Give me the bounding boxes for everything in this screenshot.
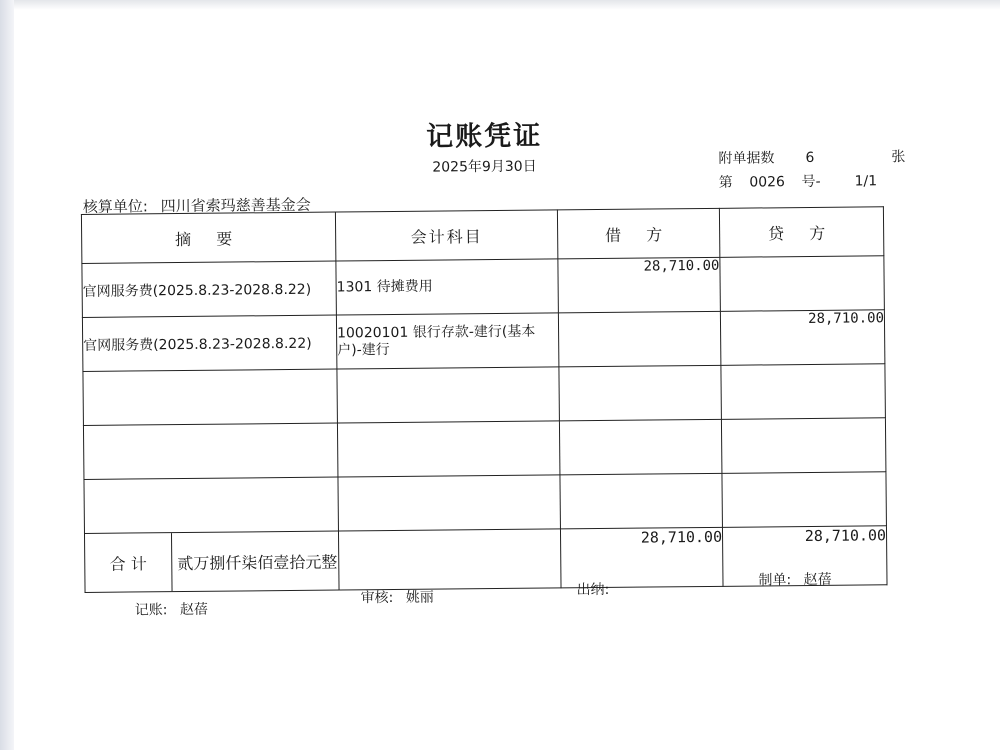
table-row bbox=[83, 418, 885, 480]
voucher-date: 2025年9月30日 bbox=[432, 158, 537, 176]
voucher-sheet bbox=[78, 110, 906, 619]
voucher-page: 1/1 bbox=[854, 173, 878, 190]
cashier-signature bbox=[576, 579, 617, 599]
voucher-number: 0026 bbox=[749, 174, 785, 191]
reviewer-label: 审核: bbox=[360, 589, 394, 607]
row-credit bbox=[720, 256, 885, 312]
row-account: 1301 待摊费用 bbox=[336, 259, 559, 315]
row-account bbox=[337, 421, 560, 477]
row-credit bbox=[722, 472, 887, 528]
row-debit bbox=[559, 365, 722, 421]
accounting-unit-name: 四川省索玛慈善基金会 bbox=[160, 195, 311, 216]
bookkeeper-name: 赵蓓 bbox=[179, 601, 208, 619]
table-row bbox=[84, 472, 886, 534]
total-account-blank bbox=[338, 529, 561, 590]
row-account bbox=[337, 367, 560, 423]
voucher-number-prefix: 第 bbox=[718, 174, 733, 191]
row-debit bbox=[558, 311, 721, 367]
voucher-title: 记账凭证 bbox=[426, 120, 543, 153]
row-account: 10020101 银行存款-建行(基本户)-建行 bbox=[336, 313, 559, 369]
row-summary bbox=[83, 369, 338, 425]
row-credit bbox=[721, 364, 886, 420]
bookkeeper-label: 记账: bbox=[134, 602, 168, 619]
reviewer-name: 姚丽 bbox=[405, 589, 434, 606]
row-summary bbox=[84, 477, 339, 533]
cashier-label: 出纳: bbox=[576, 581, 610, 599]
header-credit: 贷 方 bbox=[719, 207, 883, 258]
bookkeeper-signature bbox=[135, 599, 208, 620]
attachment-count-row bbox=[718, 146, 905, 168]
preparer-label: 制单: bbox=[758, 572, 792, 589]
header-summary: 摘 要 bbox=[81, 212, 335, 263]
row-summary bbox=[83, 423, 338, 479]
attachment-count: 6 bbox=[805, 149, 815, 167]
reviewer-signature bbox=[361, 587, 434, 608]
row-debit bbox=[559, 419, 722, 475]
total-credit: 28,710.00 bbox=[722, 526, 887, 587]
row-credit: 28,710.00 bbox=[720, 310, 885, 366]
paper-edge-left bbox=[0, 0, 14, 750]
table-row bbox=[83, 364, 885, 426]
preparer-name: 赵蓓 bbox=[803, 571, 832, 589]
voucher-number-row bbox=[719, 170, 878, 192]
table-header-row bbox=[81, 207, 883, 264]
total-label: 合 计 bbox=[85, 533, 173, 592]
row-debit: 28,710.00 bbox=[558, 257, 721, 313]
attachment-unit: 张 bbox=[891, 149, 906, 166]
row-account bbox=[338, 475, 561, 531]
total-in-words: 贰万捌仟柒佰壹拾元整 bbox=[177, 552, 338, 573]
row-credit bbox=[721, 418, 886, 474]
total-summary-cell bbox=[84, 531, 339, 592]
paper-edge-top bbox=[0, 0, 1000, 10]
voucher-table bbox=[81, 206, 888, 593]
header-debit: 借 方 bbox=[557, 208, 719, 259]
preparer-signature bbox=[758, 569, 831, 590]
total-debit: 28,710.00 bbox=[560, 527, 723, 588]
table-row bbox=[82, 256, 884, 318]
table-row bbox=[82, 310, 884, 372]
row-summary: 官网服务费(2025.8.23-2028.8.22) bbox=[82, 261, 337, 317]
voucher-number-suffix: 号- bbox=[801, 173, 821, 191]
attachment-label: 附单据数 bbox=[718, 150, 775, 167]
header-account: 会计科目 bbox=[335, 210, 557, 261]
accounting-unit-label: 核算单位: bbox=[82, 197, 149, 216]
row-debit bbox=[560, 473, 723, 529]
row-summary: 官网服务费(2025.8.23-2028.8.22) bbox=[82, 315, 337, 371]
